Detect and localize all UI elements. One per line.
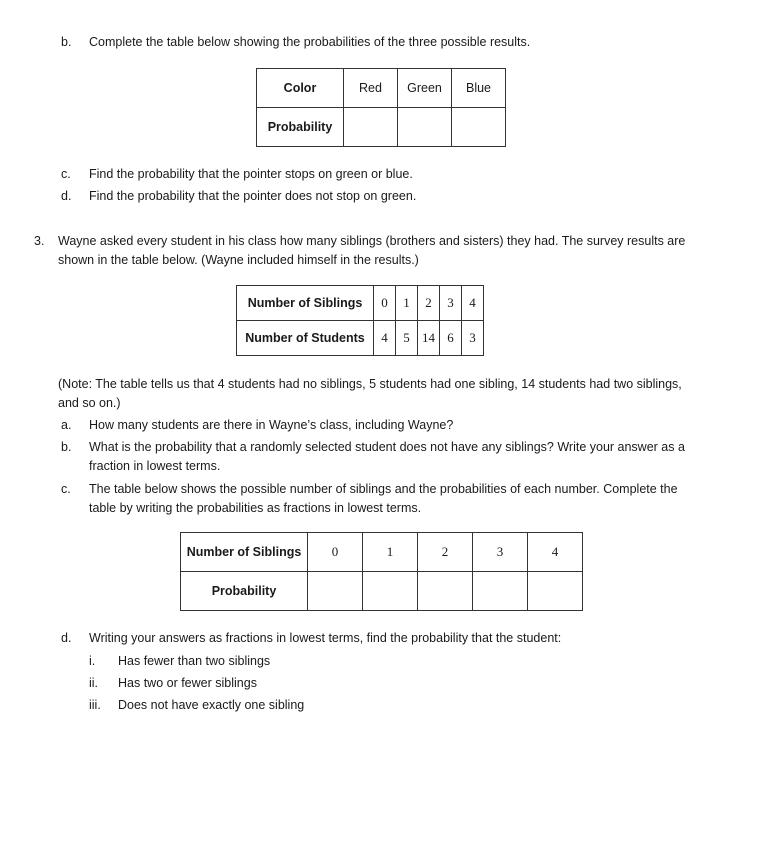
q3a-text: How many students are there in Wayne’s class, including Wayne? [89,418,454,432]
prob-siblings-value: 1 [363,533,418,572]
prob-probability-header: Probability [181,572,308,611]
q3d-text: Writing your answers as fractions in lowest terms, find the probability that the student: [89,631,562,645]
q3d-item-text: Does not have exactly one sibling [118,698,305,712]
q3b-line2: fraction in lowest terms. [89,459,221,473]
prob-siblings-value: 3 [473,533,528,572]
part-c-text: Find the probability that the pointer stops on green or blue. [89,167,413,181]
probability-header: Probability [257,108,344,147]
part-d-text: Find the probability that the pointer does not stop on green. [89,189,417,203]
color-red: Red [344,69,398,108]
color-blue: Blue [452,69,506,108]
q3d-item-text: Has two or fewer siblings [118,676,257,690]
students-count: 6 [440,321,462,356]
students-header: Number of Students [237,321,374,356]
students-count: 4 [374,321,396,356]
students-count: 5 [396,321,418,356]
q3d-item-label: iii. [89,698,101,712]
probability-cell-red[interactable] [344,108,398,147]
prob-siblings-header: Number of Siblings [181,533,308,572]
students-count: 14 [418,321,440,356]
q3c-line2: table by writing the probabilities as fractions in lowest terms. [89,501,422,515]
q3d-item-label: i. [89,654,96,668]
probability-cell-blue[interactable] [452,108,506,147]
q3d-item-label: ii. [89,676,99,690]
siblings-header: Number of Siblings [237,286,374,321]
color-green: Green [398,69,452,108]
siblings-students-table [236,285,484,356]
question-3-line2: shown in the table below. (Wayne included himself in the results.) [58,253,419,267]
question-3-line1: Wayne asked every student in his class how many siblings (brothers and sisters) they had. The survey results are [58,234,686,248]
prob-answer-cell[interactable] [308,572,363,611]
q3c-line1: The table below shows the possible number of siblings and the probabilities of each number. Complete the [89,482,678,496]
part-b-label: b. [61,35,72,49]
note-line1: (Note: The table tells us that 4 students had no siblings, 5 students had one sibling, 14 students had two siblings, [58,377,682,391]
color-probability-table [256,68,506,147]
part-b-text: Complete the table below showing the probabilities of the three possible results. [89,35,531,49]
part-c-label: c. [61,167,71,181]
q3c-label: c. [61,482,71,496]
q3a-label: a. [61,418,72,432]
q3d-item-text: Has fewer than two siblings [118,654,271,668]
q3b-label: b. [61,440,72,454]
siblings-value: 3 [440,286,462,321]
probability-cell-green[interactable] [398,108,452,147]
question-3-number: 3. [34,234,45,248]
prob-siblings-value: 2 [418,533,473,572]
q3b-line1: What is the probability that a randomly selected student does not have any siblings? Write your answer as a [89,440,685,454]
prob-siblings-value: 0 [308,533,363,572]
note-line2: and so on.) [58,396,121,410]
color-header: Color [257,69,344,108]
sibling-probability-table [180,532,583,611]
prob-siblings-value: 4 [528,533,583,572]
siblings-value: 4 [462,286,484,321]
prob-answer-cell[interactable] [363,572,418,611]
q3d-label: d. [61,631,72,645]
siblings-value: 1 [396,286,418,321]
prob-answer-cell[interactable] [528,572,583,611]
part-d-label: d. [61,189,72,203]
siblings-value: 2 [418,286,440,321]
students-count: 3 [462,321,484,356]
siblings-value: 0 [374,286,396,321]
prob-answer-cell[interactable] [418,572,473,611]
prob-answer-cell[interactable] [473,572,528,611]
